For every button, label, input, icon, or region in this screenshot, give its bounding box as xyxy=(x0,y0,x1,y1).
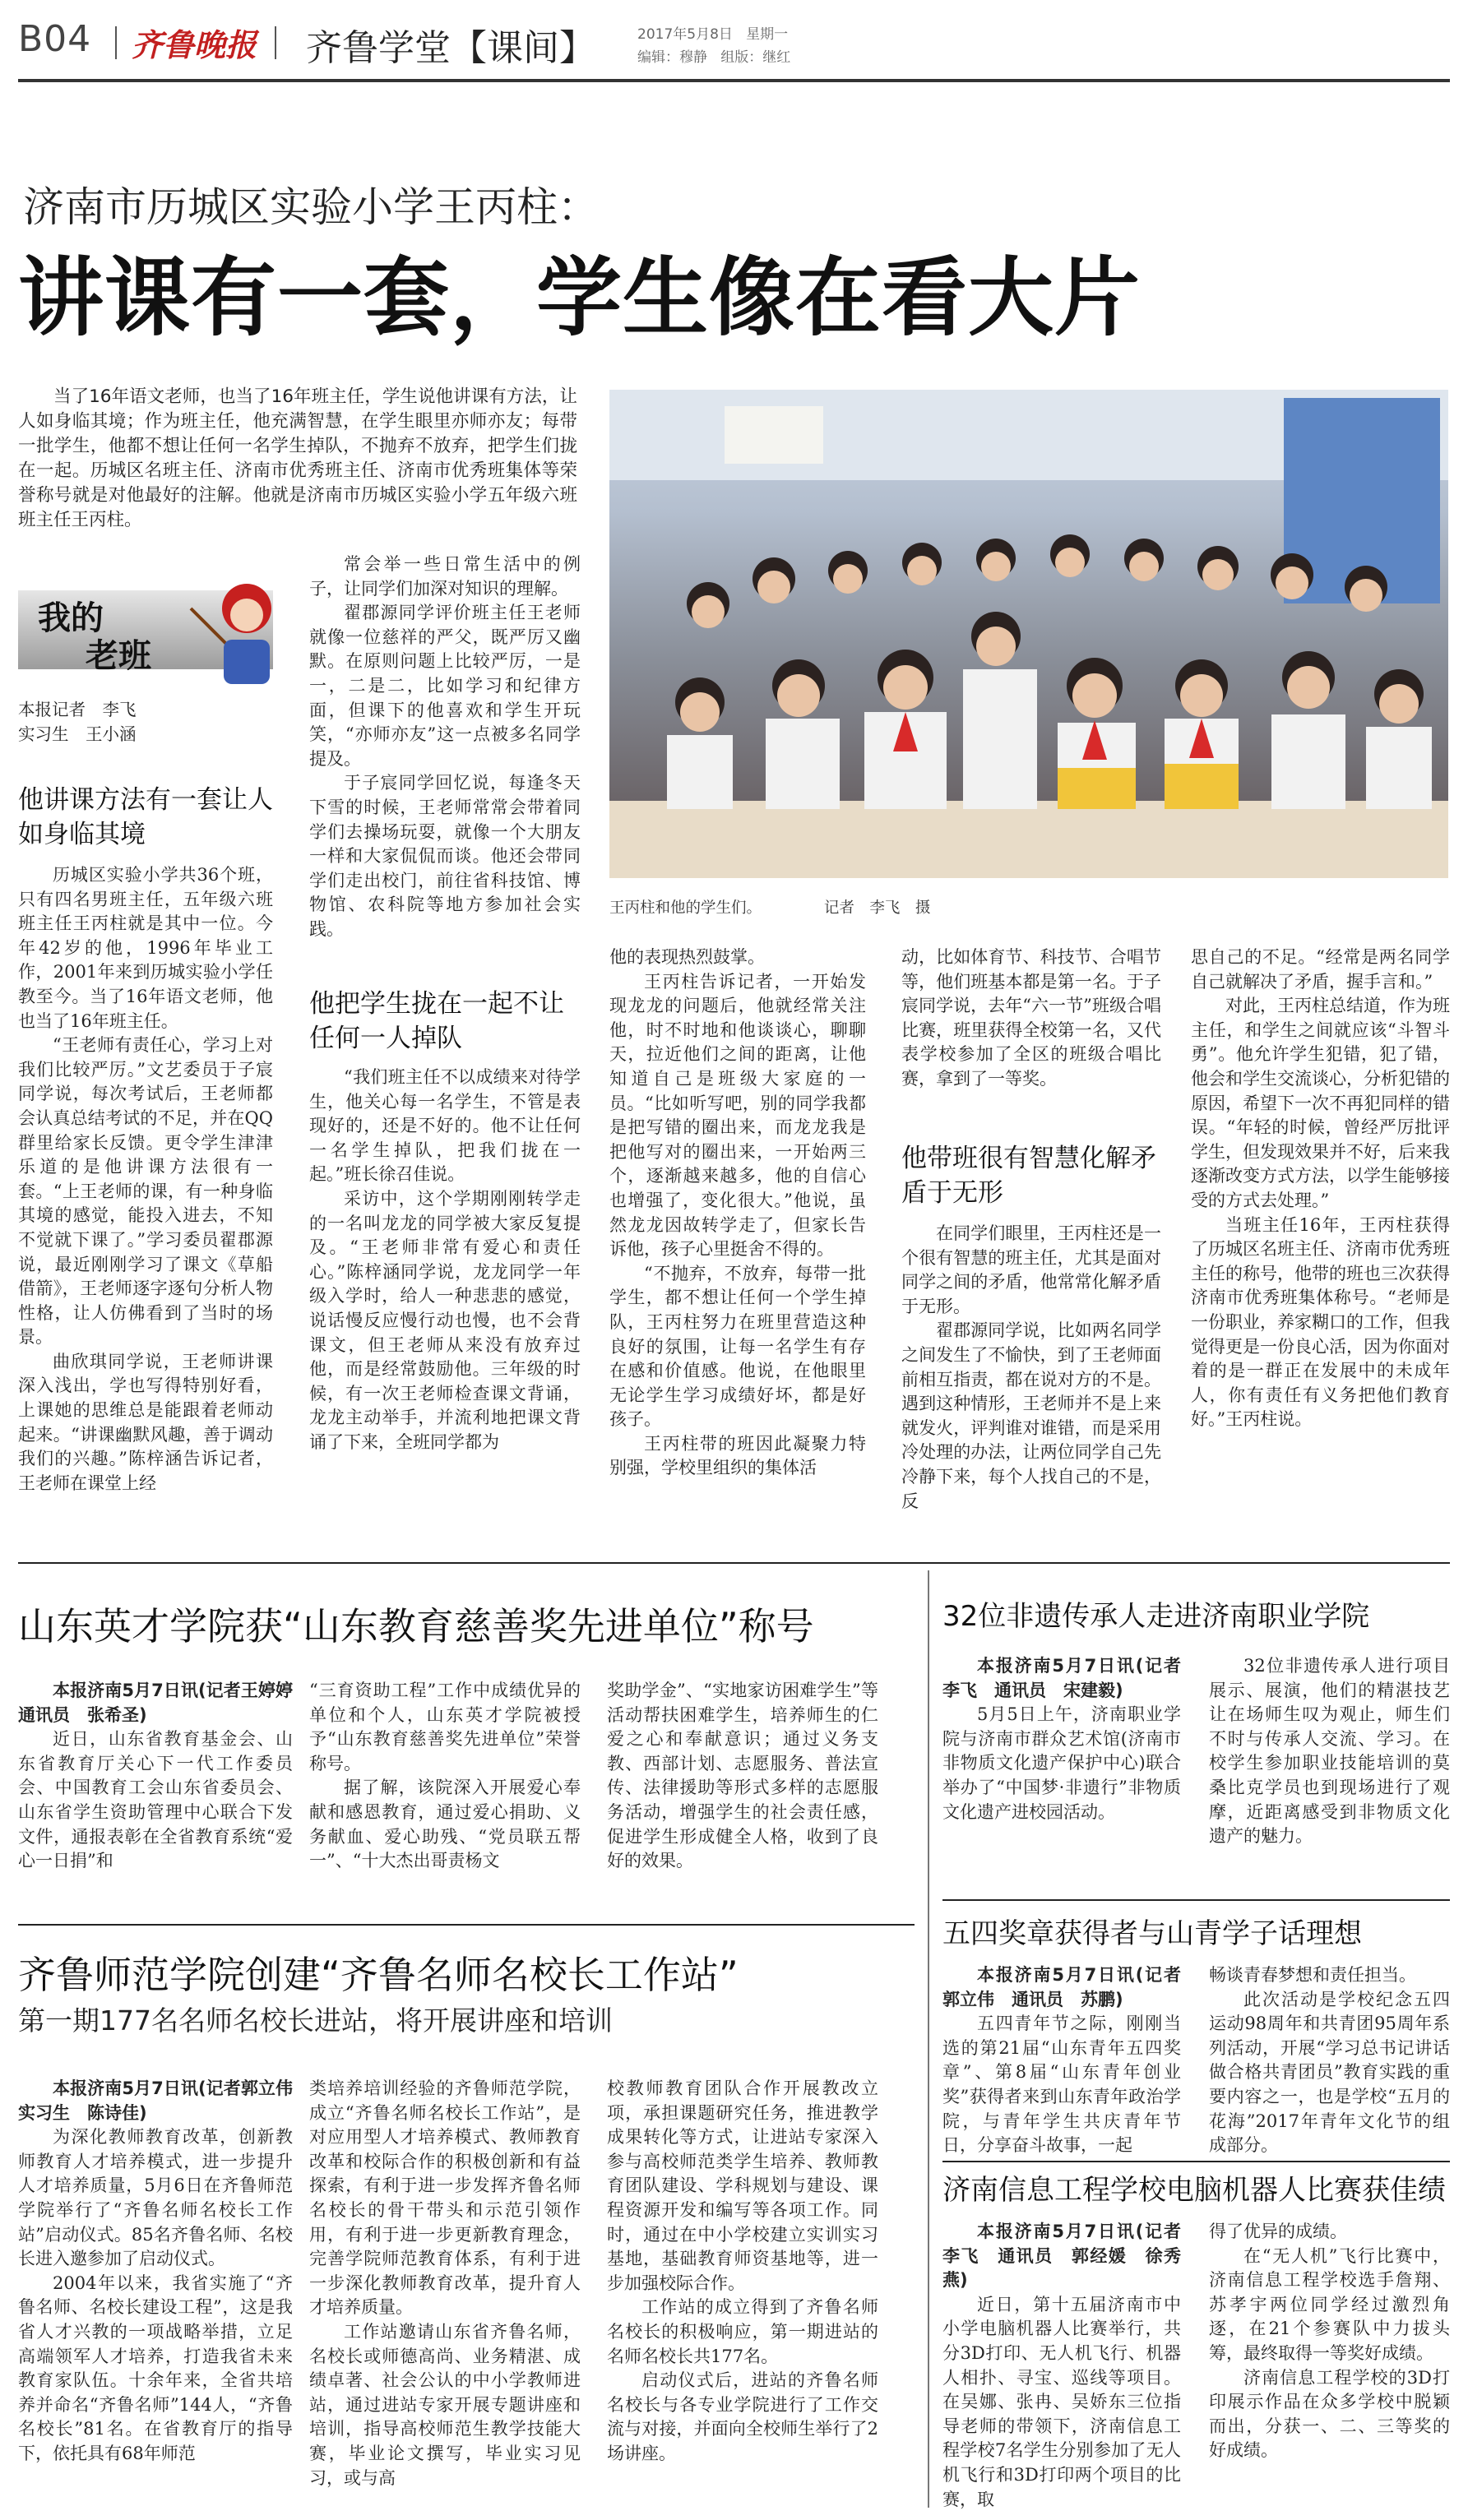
layout-credit: 组版：继红 xyxy=(720,49,791,66)
main-col-4-p1: 动，比如体育节、科技节、合唱节等，他们班基本都是第一名。于子宸同学说，去年“六一节”班级合唱比赛，班里获得全校第一名，又代表学校参加了全区的班级合唱比赛，拿到了一等奖。 xyxy=(901,947,1161,1089)
main-col-2-p4: “我们班主任不以成绩来对待学生，他关心每一名学生，不管是表现好的，还是不好的。他不让任何一名学生掉队，把我们拢在一起。”班长徐召佳说。 xyxy=(309,1067,581,1185)
story5-col-1 xyxy=(942,1963,1198,2156)
main-col-4a xyxy=(901,946,1161,1143)
subhead-2: 他把学生拢在一起不让任何一人掉队 xyxy=(309,989,564,1053)
story2-col-1-p1: 近日，山东省教育基金会、山东省教育厅关心下一代工作委员会、中国教育工会山东省委员会、山东省学生资助管理中心联合下发文件，通报表彰在全省教育系统“爱心一日捐”和 xyxy=(18,1729,293,1871)
story6-byline: 本报济南5月7日讯(记者 李飞 通讯员 郭经媛 徐秀燕) xyxy=(942,2222,1198,2291)
story5-col-2 xyxy=(1209,1963,1467,2156)
issue-weekday: 星期一 xyxy=(746,26,789,43)
main-col-4-p3: 翟郡源同学说，比如两名同学之间发生了不愉快，到了王老师面前相互指责，都在说对方的不是。遇到这种情形，王老师并不是上来就发火，评判谁对谁错，而是采用冷处理的办法，让两位同学自己先冷静下来，每个人找自己的不是，反 xyxy=(901,1320,1161,1511)
subhead-1: 他讲课方法有一套让人如身临其境 xyxy=(18,785,273,849)
main-col-2a xyxy=(309,553,581,972)
main-col-1-p1: 历城区实验小学共36个班，只有四名男班主任，五年级六班班主任王丙柱就是其中一位。今年42岁的他，1996年毕业工作，2001年来到历城实验小学任教至今。当了16年语文老师，他也当了16年班主任。 xyxy=(18,865,273,1031)
main-col-3-p1: 他的表现热烈鼓掌。 xyxy=(609,947,765,967)
story2-col-3 xyxy=(607,1679,878,1901)
story6-col-2-p3: 济南信息工程学校的3D打印展示作品在众多学校中脱颖而出，分获一、二、三等奖的好成绩。 xyxy=(1209,2367,1450,2461)
story3-headline: 齐鲁师范学院创建“齐鲁名师名校长工作站” xyxy=(18,1953,739,1997)
main-intro-text: 当了16年语文老师，也当了16年班主任，学生说他讲课有方法，让人如身临其境；作为班主任，他充满智慧，在学生眼里亦师亦友；每带一批学生，他都不想让任何一名学生掉队，不抛弃不放弃，把学生们拢在一起。历城区名班主任、济南市优秀班主任、济南市优秀班集体等荣誉称号就是对他最好的注解。他就是济南市历城区实验小学五年级六班班主任王丙柱。 xyxy=(18,386,577,530)
story4-col-1-p1: 5月5日上午，济南职业学院与济南市群众艺术馆(济南市非物质文化遗产保护中心)联合举办了“中国梦·非遗行”非物质文化遗产进校园活动。 xyxy=(942,1704,1181,1822)
story4-col-2 xyxy=(1209,1654,1450,1884)
main-col-2b xyxy=(309,1066,581,1549)
main-col-2-p2: 翟郡源同学评价班主任王老师就像一位慈祥的严父，既严厉又幽默。在原则问题上比较严厉，一是一，二是二，比如学习和纪律方面，但课下的他喜欢和学生开玩笑，“亦师亦友”这一点被多名同学提及。 xyxy=(309,603,581,769)
story3-col-1-p1: 为深化教师教育改革，创新教师教育人才培养模式，进一步提升人才培养质量，5月6日在齐鲁师范学院举行了“齐鲁名师名校长工作站”启动仪式。85名齐鲁名师、名校长进入邀参加了启动仪式。 xyxy=(18,2127,293,2269)
story3-col-3-p2: 工作站的成立得到了齐鲁名师名校长的积极响应，第一期进站的名师名校长共177名。 xyxy=(607,2297,878,2366)
right-column-divider xyxy=(928,1570,929,2508)
story3-col-3-p3: 启动仪式后，进站的齐鲁名师名校长与各专业学院进行了工作交流与对接，并面向全校师生举行了2场讲座。 xyxy=(607,2370,878,2463)
story2-col-2 xyxy=(309,1679,581,1901)
column-badge xyxy=(18,576,273,684)
main-col-1-p2: “王老师有责任心，学习上对我们比较严厉。”文艺委员于子宸同学说，每次考试后，王老师都会认真总结考试的不足，并在QQ群里给家长反馈。更令学生津津乐道的是他讲课方法很有一套。“上王老师的课，有一种身临其境的感觉，能投入进去，不知不觉就下课了。”学习委员翟郡源说，最近刚刚学习了课文《草船借箭》，王老师逐字逐句分析人物性格，让人仿佛看到了当时的场景。 xyxy=(18,1035,273,1348)
badge-title-2: 老班 xyxy=(86,637,151,675)
header-divider-2 xyxy=(275,26,276,59)
main-col-3-p2: 王丙柱告诉记者，一开始发现龙龙的问题后，他就经常关注他，时不时地和他谈谈心，聊聊天，拉近他们之间的距离，让他知道自己是班级大家庭的一员。“比如听写吧，别的同学我都是把写错的圈出来，而龙龙我是把他写对的圈出来，一开始两三个，逐渐越来越多，他的自信心也增强了，变化很大。”他说，虽然龙龙因故转学走了，但家长告诉他，孩子心里挺舍不得的。 xyxy=(609,971,866,1260)
story3-col-1 xyxy=(18,2077,310,2508)
main-col-1-p3: 曲欣琪同学说，王老师讲课深入浅出，学也写得特别好看，上课她的思维总是能跟着老师动起来。“讲课幽默风趣，善于调动我们的兴趣。”陈梓涵告诉记者，王老师在课堂上经 xyxy=(18,1351,273,1493)
story5-byline: 本报济南5月7日讯(记者 郭立伟 通讯员 苏鹏) xyxy=(942,1965,1198,2009)
newspaper-logo: 齐鲁晚报 xyxy=(132,26,257,63)
story5-col-2-p2: 此次活动是学校纪念五四运动98周年和共青团95周年系列活动，开展“学习总书记讲话 做合格共青团员”教育实践的重要内容之一，也是学校“五月的花海”2017年青年文化节的组成部分。 xyxy=(1209,1989,1467,2156)
story6-col-1-p1: 近日，第十五届济南市中小学电脑机器人比赛举行，共分3D打印、无人机飞行、机器人相扑、寻宝、巡线等项目。在吴娜、张冉、吴娇东三位指导老师的带领下，济南信息工程学校7名学生分别参加了无人机飞行和3D打印两个项目的比赛，取 xyxy=(942,2294,1181,2509)
story4-headline: 32位非遗传承人走进济南职业学院 xyxy=(942,1600,1370,1633)
story3-col-2 xyxy=(309,2077,581,2508)
header-rule xyxy=(18,79,1450,82)
story6-col-2 xyxy=(1209,2220,1450,2508)
section-name: 齐鲁学堂 xyxy=(306,27,451,69)
main-col-4b xyxy=(901,1222,1161,1549)
story6-headline: 济南信息工程学校电脑机器人比赛获佳绩 xyxy=(942,2174,1446,2207)
story3-subhead: 第一期177名名师名校长进站，将开展讲座和培训 xyxy=(18,2004,613,2037)
main-col-4-p2: 在同学们眼里，王丙柱还是一个很有智慧的班主任，尤其是面对同学之间的矛盾，他常常化解矛盾于无形。 xyxy=(901,1223,1161,1316)
header-meta xyxy=(637,23,790,69)
photo-caption: 王丙柱和他的学生们。 xyxy=(609,899,762,917)
story5-col-2-p1: 畅谈青春梦想和责任担当。 xyxy=(1209,1965,1416,1985)
subsection-name: 【课间】 xyxy=(451,27,595,69)
page-code: B04 xyxy=(18,18,92,60)
main-col-3 xyxy=(609,946,866,1549)
main-col-1 xyxy=(18,863,273,1549)
story2-col-1 xyxy=(18,1679,310,1901)
story3-col-2-p1: 类培养培训经验的齐鲁师范学院，成立“齐鲁名师名校长工作站”，是对应用型人才培养模式、教师教育改革和校际合作的积极创新和有益探索，有利于进一步发挥齐鲁名师名校长的骨干带头和示范引领作用，有利于进一步更新教育理念，完善学院师范教育体系，有利于进一步深化教师教育改革，提升育人才培养质量。 xyxy=(309,2078,581,2318)
story6-col-2-p2: 在“无人机”飞行比赛中，济南信息工程学校选手詹翔、苏孝宇两位同学经过激烈角逐，在21个参赛队中力拔头筹，最终取得一等奖好成绩。 xyxy=(1209,2245,1450,2363)
story5-col-1-p1: 五四青年节之际，刚刚当选的第21届“山东青年五四奖章”、第8届“山东青年创业奖”获得者来到山东青年政治学院，与青年学生共庆青年节日，分享奋斗故事，一起 xyxy=(942,2014,1181,2156)
story3-col-3 xyxy=(607,2077,878,2508)
story4-byline: 本报济南5月7日讯(记者 李飞 通讯员 宋建毅) xyxy=(942,1656,1198,1700)
main-col-5-p1: 思自己的不足。“经常是两名同学自己就解决了矛盾，握手言和。” xyxy=(1191,947,1450,992)
main-col-2-p1: 常会举一些日常生活中的例子，让同学们加深对知识的理解。 xyxy=(309,554,581,599)
main-photo xyxy=(609,390,1448,878)
main-col-2-p5: 采访中，这个学期刚刚转学走的一名叫龙龙的同学被大家反复提及。“王老师非常有爱心和责任心。”陈梓涵同学说，龙龙同学一年级入学时，给人一种悲悲的感觉，说话慢反应慢行动也慢，也不会背课文，但王老师从来没有放弃过他，而是经常鼓励他。三年级的时候，有一次王老师检查课文背诵，龙龙主动举手，并流利地把课文背诵了下来，全班同学都为 xyxy=(309,1188,581,1452)
story2-col-2-p1: “三育资助工程”工作中成绩优异的单位和个人，山东英才学院被授予“山东教育慈善奖先进单位”荣誉称号。 xyxy=(309,1681,581,1773)
story6-col-2-p1: 得了优异的成绩。 xyxy=(1209,2222,1347,2241)
main-col-3-p3: “不抛弃，不放弃，每带一批学生，都不想让任何一个学生掉队，王丙柱努力在班里营造这种良好的氛围，让每一名学生有存在感和价值感。他说，在他眼里无论学生学习成绩好坏，都是好孩子。 xyxy=(609,1263,866,1430)
badge-title-1: 我的 xyxy=(38,599,104,637)
main-col-5-p2: 对此，王丙柱总结道，作为班主任，和学生之间就应该“斗智斗勇”。他允许学生犯错，犯了错，他会和学生交流谈心，分析犯错的原因，希望下一次不再犯同样的错误。“年轻的时候，曾经严厉批评学生，但发现效果并不好，后来我逐渐改变方式方法，以学生能够接受的方式去处理。” xyxy=(1191,996,1450,1210)
byline-reporter: 本报记者 李飞 xyxy=(18,700,137,719)
classroom-photo-illustration xyxy=(609,390,1448,878)
photo-credit: 记者 李飞 摄 xyxy=(823,899,931,917)
byline-intern: 实习生 王小涵 xyxy=(18,724,137,744)
story4-col-1 xyxy=(942,1654,1198,1884)
story2-col-2-p2: 据了解，该院深入开展爱心奉献和感恩教育，通过爱心捐助、义务献血、爱心助残、“党员联五帮一”、“十大杰出哥责杨文 xyxy=(309,1778,581,1871)
story4-bottom-rule xyxy=(942,1899,1450,1901)
main-col-5 xyxy=(1191,946,1450,1549)
story4-col-2-p1: 32位非遗传承人进行项目展示、展演，他们的精湛技艺让在场师生叹为观止，师生们不时与传承人交流、学习。在校学生参加职业技能培训的莫桑比克学员也到现场进行了观摩，近距离感受到非物质文化遗产的魅力。 xyxy=(1209,1656,1450,1847)
teacher-illustration-icon xyxy=(183,576,273,684)
section-title xyxy=(306,18,595,71)
story5-headline: 五四奖章获得者与山青学子话理想 xyxy=(942,1917,1362,1950)
main-byline xyxy=(18,697,137,747)
story5-bottom-rule xyxy=(942,2161,1450,2162)
main-col-3-p4: 王丙柱带的班因此凝聚力特别强，学校里组织的集体活 xyxy=(609,1433,866,1478)
subhead-3: 他带班很有智慧化解矛盾于无形 xyxy=(901,1144,1156,1208)
issue-date: 2017年5月8日 xyxy=(637,26,733,43)
main-intro xyxy=(18,385,577,538)
story6-col-1 xyxy=(942,2220,1198,2509)
story3-col-3-p1: 校教师教育团队合作开展教改立项，承担课题研究任务，推进教学成果转化等方式，让进站专家深入参与高校师范类学生培养、教师教育团队建设、学科规划与建设、课程资源开发和编写等各项工作。同时，通过在中小学校建立实训实习基地，基础教育师资基地等，进一步加强校际合作。 xyxy=(607,2078,878,2293)
editor-credit: 编辑：穆静 xyxy=(637,49,707,66)
story3-col-2-p2: 工作站邀请山东省齐鲁名师，名校长或师德高尚、业务精湛、成绩卓著、社会公认的中小学教师进站，通过进站专家开展专题讲座和培训，指导高校师范生教学技能大赛，毕业论文撰写，毕业实习见习，或与高 xyxy=(309,2321,581,2488)
story3-byline: 本报济南5月7日讯(记者郭立伟 实习生 陈诗佳) xyxy=(18,2078,310,2123)
story2-headline: 山东英才学院获“山东教育慈善奖先进单位”称号 xyxy=(18,1604,814,1648)
photo-caption-line xyxy=(609,896,930,918)
main-col-2-p3: 于子宸同学回忆说，每逢冬天下雪的时候，王老师常常会带着同学们去操场玩耍，就像一个大朋友一样和大家侃侃而谈。他还会带同学们走出校门，前往省科技馆、博物馆、农科院等地方参加社会实践。 xyxy=(309,773,581,939)
main-kicker: 济南市历城区实验小学王丙柱： xyxy=(23,183,599,231)
story2-col-3-p1: 奖助学金”、“实地家访困难学生”等活动帮扶困难学生，培养师生的仁爱之心和奉献意识；通过义务支教、西部计划、志愿服务、普法宣传、法律援助等形式多样的志愿服务活动，增强学生的社会责任感，促进学生形成健全人格，收到了良好的效果。 xyxy=(607,1681,878,1871)
story2-bottom-rule xyxy=(18,1924,915,1926)
story2-byline: 本报济南5月7日讯(记者王婷婷 通讯员 张希圣) xyxy=(18,1681,310,1725)
main-headline: 讲课有一套，学生像在看大片 xyxy=(18,247,1142,348)
main-col-5-p3: 当班主任16年，王丙柱获得了历城区名班主任、济南市优秀班主任的称号，他带的班也三次获得济南市优秀班集体称号。“老师是一份职业，养家糊口的工作，但我觉得更是一份良心活，因为你面对着的是一群正在发展中的未成年人，你有责任有义务把他们教育好。”王丙柱说。 xyxy=(1191,1214,1450,1430)
header-divider-1 xyxy=(115,26,117,59)
main-story-bottom-rule xyxy=(18,1562,1450,1564)
story3-col-1-p2: 2004年以来，我省实施了“齐鲁名师、名校长建设工程”，这是我省人才兴教的一项战略举措，立足高端领军人才培养，打造我省未来教育家队伍。十余年来，全省共培养并命名“齐鲁名师”144人，“齐鲁名校长”81名。在省教育厅的指导下，依托具有68年师范 xyxy=(18,2273,293,2463)
